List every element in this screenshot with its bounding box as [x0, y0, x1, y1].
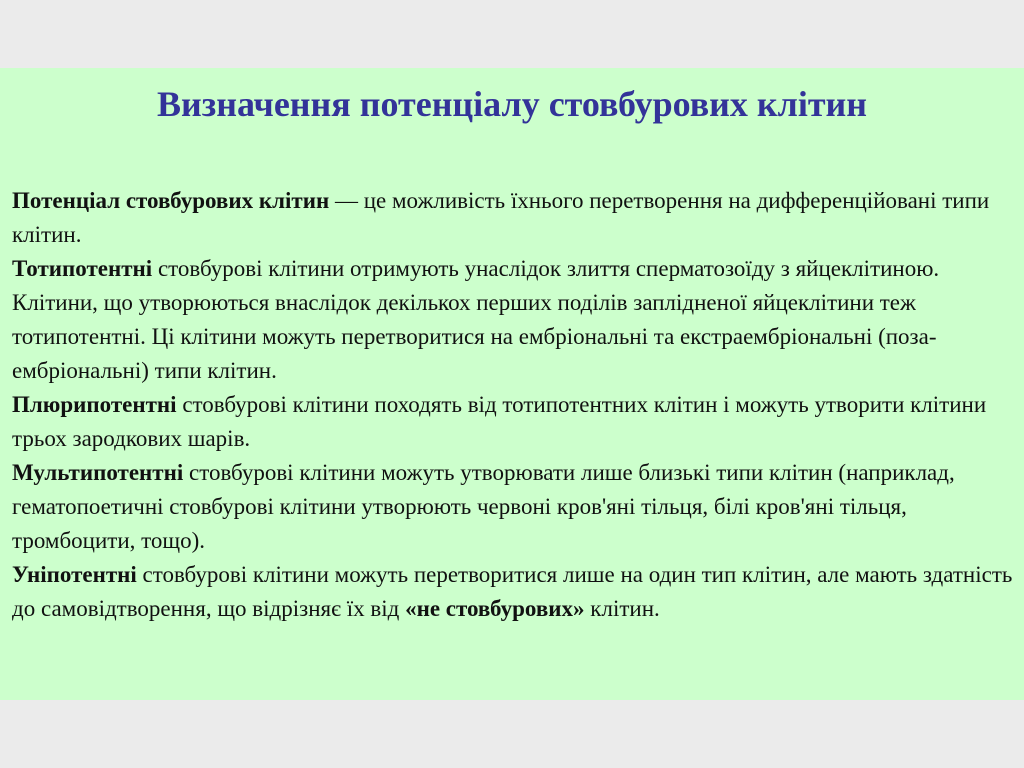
definition-unipotent-tail: клітин.	[584, 596, 660, 621]
content-panel	[0, 68, 1024, 700]
definition-unipotent: стовбурові клітини можуть перетворитися лише на один тип клітин, але мають здатність до самовідтворення, що відрізняє їх від	[12, 562, 1013, 621]
term-multipotent: Мультипотентні	[12, 460, 184, 485]
definition-multipotent: стовбурові клітини можуть утворювати лише близькі типи клітин (наприклад, гематопоетичні стовбурові клітини утворюють червоні кров'яні тільця, білі кров'яні тільця, тромбоцити, тощо).	[12, 460, 955, 553]
term-totipotent: Тотипотентні	[12, 256, 153, 281]
paragraph-stem-cell-potential	[12, 184, 1014, 252]
paragraph-pluripotent	[12, 388, 1014, 456]
slide-title: Визначення потенціалу стовбурових клітин	[157, 84, 867, 124]
paragraph-unipotent	[12, 558, 1014, 626]
emphasis-non-stem: «не стовбурових»	[405, 596, 585, 621]
term-stem-cell-potential: Потенціал стовбурових клітин	[12, 188, 330, 213]
definition-pluripotent: стовбурові клітини походять від тотипотентних клітин і можуть утворити клітини трьох зародкових шарів.	[12, 392, 987, 451]
paragraph-totipotent	[12, 252, 1014, 388]
definition-totipotent: стовбурові клітини отримують унаслідок злиття сперматозоїду з яйцеклітиною. Клітини, що утворюються внаслідок декількох перших поділів заплідненої яйцеклітини теж тотипотентні. Ці клітини можуть перетворитися на ембріональні та екстраембріональні (поза-ембріональні) типи клітин.	[12, 256, 940, 383]
definition-stem-cell-potential: — це можливість їхнього перетворення на дифференційовані типи клітин.	[12, 188, 990, 247]
term-pluripotent: Плюрипотентні	[12, 392, 177, 417]
body-text	[12, 184, 1014, 626]
paragraph-multipotent	[12, 456, 1014, 558]
term-unipotent: Уніпотентні	[12, 562, 137, 587]
